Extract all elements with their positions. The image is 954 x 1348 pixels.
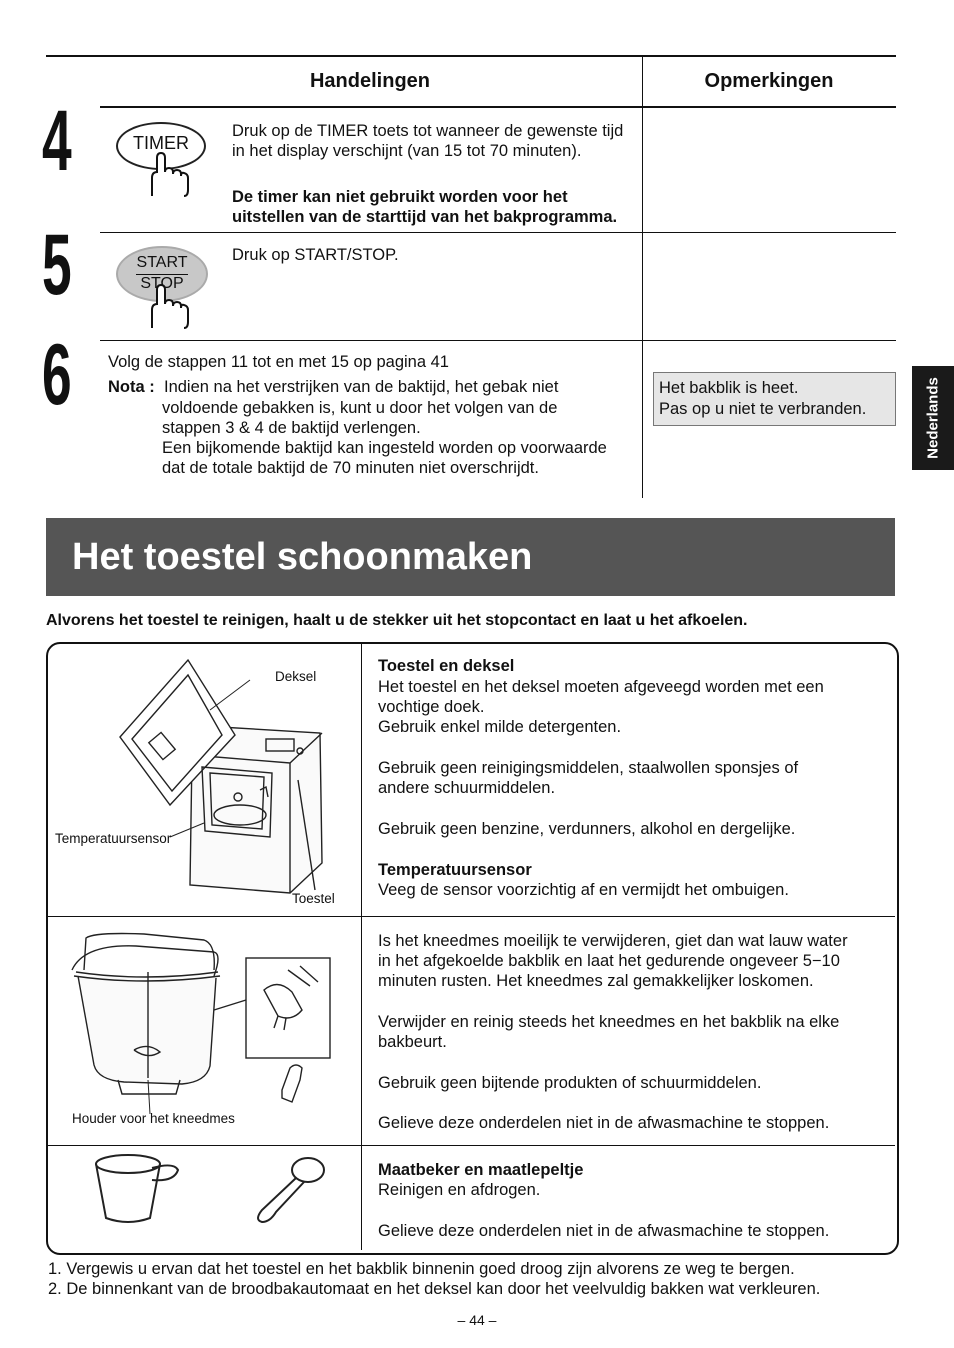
holder-label: Houder voor het kneedmes bbox=[72, 1111, 235, 1126]
paragraph-line: minuten rusten. Het kneedmes zal gemakkelijker loskomen. bbox=[378, 972, 814, 990]
paragraph-line: in het afgekoelde bakblik en laat het gedurende ongeveer 5−10 bbox=[378, 952, 840, 970]
nota-line: Indien na het verstrijken van de baktijd, het gebak niet bbox=[164, 378, 559, 396]
measuring-cup-and-spoon-illustration bbox=[90, 1150, 330, 1230]
section-title: Het toestel schoonmaken bbox=[72, 536, 533, 578]
paragraph-title: Toestel en deksel bbox=[378, 657, 515, 675]
sensor-label: Temperatuursensor bbox=[55, 831, 172, 846]
step-divider bbox=[100, 340, 896, 341]
footnote: 2. De binnenkant van de broodbakautomaat en het deksel kan door het veelvuldig bakken wat verkleuren. bbox=[48, 1280, 821, 1298]
stop-label: STOP bbox=[140, 275, 184, 292]
paragraph-line: Reinigen en afdrogen. bbox=[378, 1181, 541, 1199]
step-number: 4 bbox=[42, 93, 72, 189]
paragraph-line: Veeg de sensor voorzichtig af en vermijdt het ombuigen. bbox=[378, 881, 789, 899]
table-column-divider bbox=[642, 56, 643, 498]
section-banner bbox=[46, 518, 895, 596]
paragraph-title: Maatbeker en maatlepeltje bbox=[378, 1161, 584, 1179]
warning-line: Pas op u niet te verbranden. bbox=[659, 400, 867, 418]
paragraph-line: Gelieve deze onderdelen niet in de afwasmachine te stoppen. bbox=[378, 1114, 830, 1132]
bread-machine-illustration bbox=[110, 655, 330, 910]
table-header-rule bbox=[100, 106, 896, 108]
table-top-rule bbox=[46, 55, 896, 57]
cleaning-row-divider bbox=[48, 1145, 895, 1146]
column-header-remarks: Opmerkingen bbox=[704, 70, 834, 92]
paragraph-line: Verwijder en reinig steeds het kneedmes en het bakblik na elke bbox=[378, 1013, 840, 1031]
paragraph-line: bakbeurt. bbox=[378, 1033, 447, 1051]
step-4-warning: De timer kan niet gebruikt worden voor het uitstellen van de starttijd van het bakprogramma. bbox=[232, 188, 618, 226]
paragraph-line: vochtige doek. bbox=[378, 698, 485, 716]
column-header-actions: Handelingen bbox=[309, 70, 430, 92]
unit-label: Toestel bbox=[292, 891, 335, 906]
nota-line: stappen 3 & 4 de baktijd verlengen. bbox=[162, 419, 421, 437]
paragraph-title: Temperatuursensor bbox=[378, 861, 532, 879]
language-tab bbox=[912, 366, 954, 470]
nota-line: Een bijkomende baktijd kan ingesteld worden op voorwaarde bbox=[162, 439, 607, 457]
paragraph-line: Gebruik geen reinigingsmiddelen, staalwollen sponsjes of bbox=[378, 759, 799, 777]
page-number: – 44 – bbox=[457, 1312, 497, 1328]
step-number: 6 bbox=[42, 327, 72, 423]
paragraph-line: Gelieve deze onderdelen niet in de afwasmachine te stoppen. bbox=[378, 1222, 830, 1240]
warning-line: Het bakblik is heet. bbox=[659, 379, 799, 397]
timer-button-label: TIMER bbox=[133, 133, 189, 153]
footnote: 1. Vergewis u ervan dat het toestel en het bakblik binnenin goed droog zijn alvorens ze weg te bergen. bbox=[48, 1260, 795, 1278]
step-5-text: Druk op START/STOP. bbox=[232, 246, 399, 264]
nota-line: voldoende gebakken is, kunt u door het volgen van de bbox=[162, 399, 558, 417]
paragraph-line: Het toestel en het deksel moeten afgeveegd worden met een bbox=[378, 678, 824, 696]
paragraph-line: Is het kneedmes moeilijk te verwijderen, giet dan wat lauw water bbox=[378, 932, 848, 950]
baking-pan-illustration bbox=[64, 930, 354, 1120]
step-number: 5 bbox=[42, 217, 72, 313]
paragraph-line: andere schuurmiddelen. bbox=[378, 779, 556, 797]
paragraph-line: Gebruik geen benzine, verdunners, alkohol en dergelijke. bbox=[378, 820, 796, 838]
step-4-text: Druk op de TIMER toets tot wanneer de gewenste tijd in het display verschijnt (van 15 tot 70 minuten). bbox=[232, 122, 624, 160]
step-divider bbox=[100, 232, 896, 233]
lid-label: Deksel bbox=[275, 669, 317, 684]
intro-warning: Alvorens het toestel te reinigen, haalt u de stekker uit het stopcontact en laat u het afkoelen. bbox=[46, 612, 748, 629]
press-hand-icon bbox=[140, 150, 190, 200]
press-hand-icon bbox=[140, 282, 190, 332]
nota-line: dat de totale baktijd de 70 minuten niet overschrijdt. bbox=[162, 459, 539, 477]
hot-warning-box bbox=[653, 372, 896, 426]
step-6-text: Volg de stappen 11 tot en met 15 op pagina 41 bbox=[108, 353, 449, 371]
cleaning-row-divider bbox=[48, 916, 895, 917]
paragraph-line: Gebruik geen bijtende produkten of schuurmiddelen. bbox=[378, 1074, 762, 1092]
start-label: START bbox=[136, 254, 188, 271]
paragraph-line: Gebruik enkel milde detergenten. bbox=[378, 718, 622, 736]
cleaning-column-divider bbox=[361, 644, 362, 1250]
language-tab-label: Nederlands bbox=[924, 377, 942, 459]
nota-label: Nota : bbox=[108, 378, 155, 396]
